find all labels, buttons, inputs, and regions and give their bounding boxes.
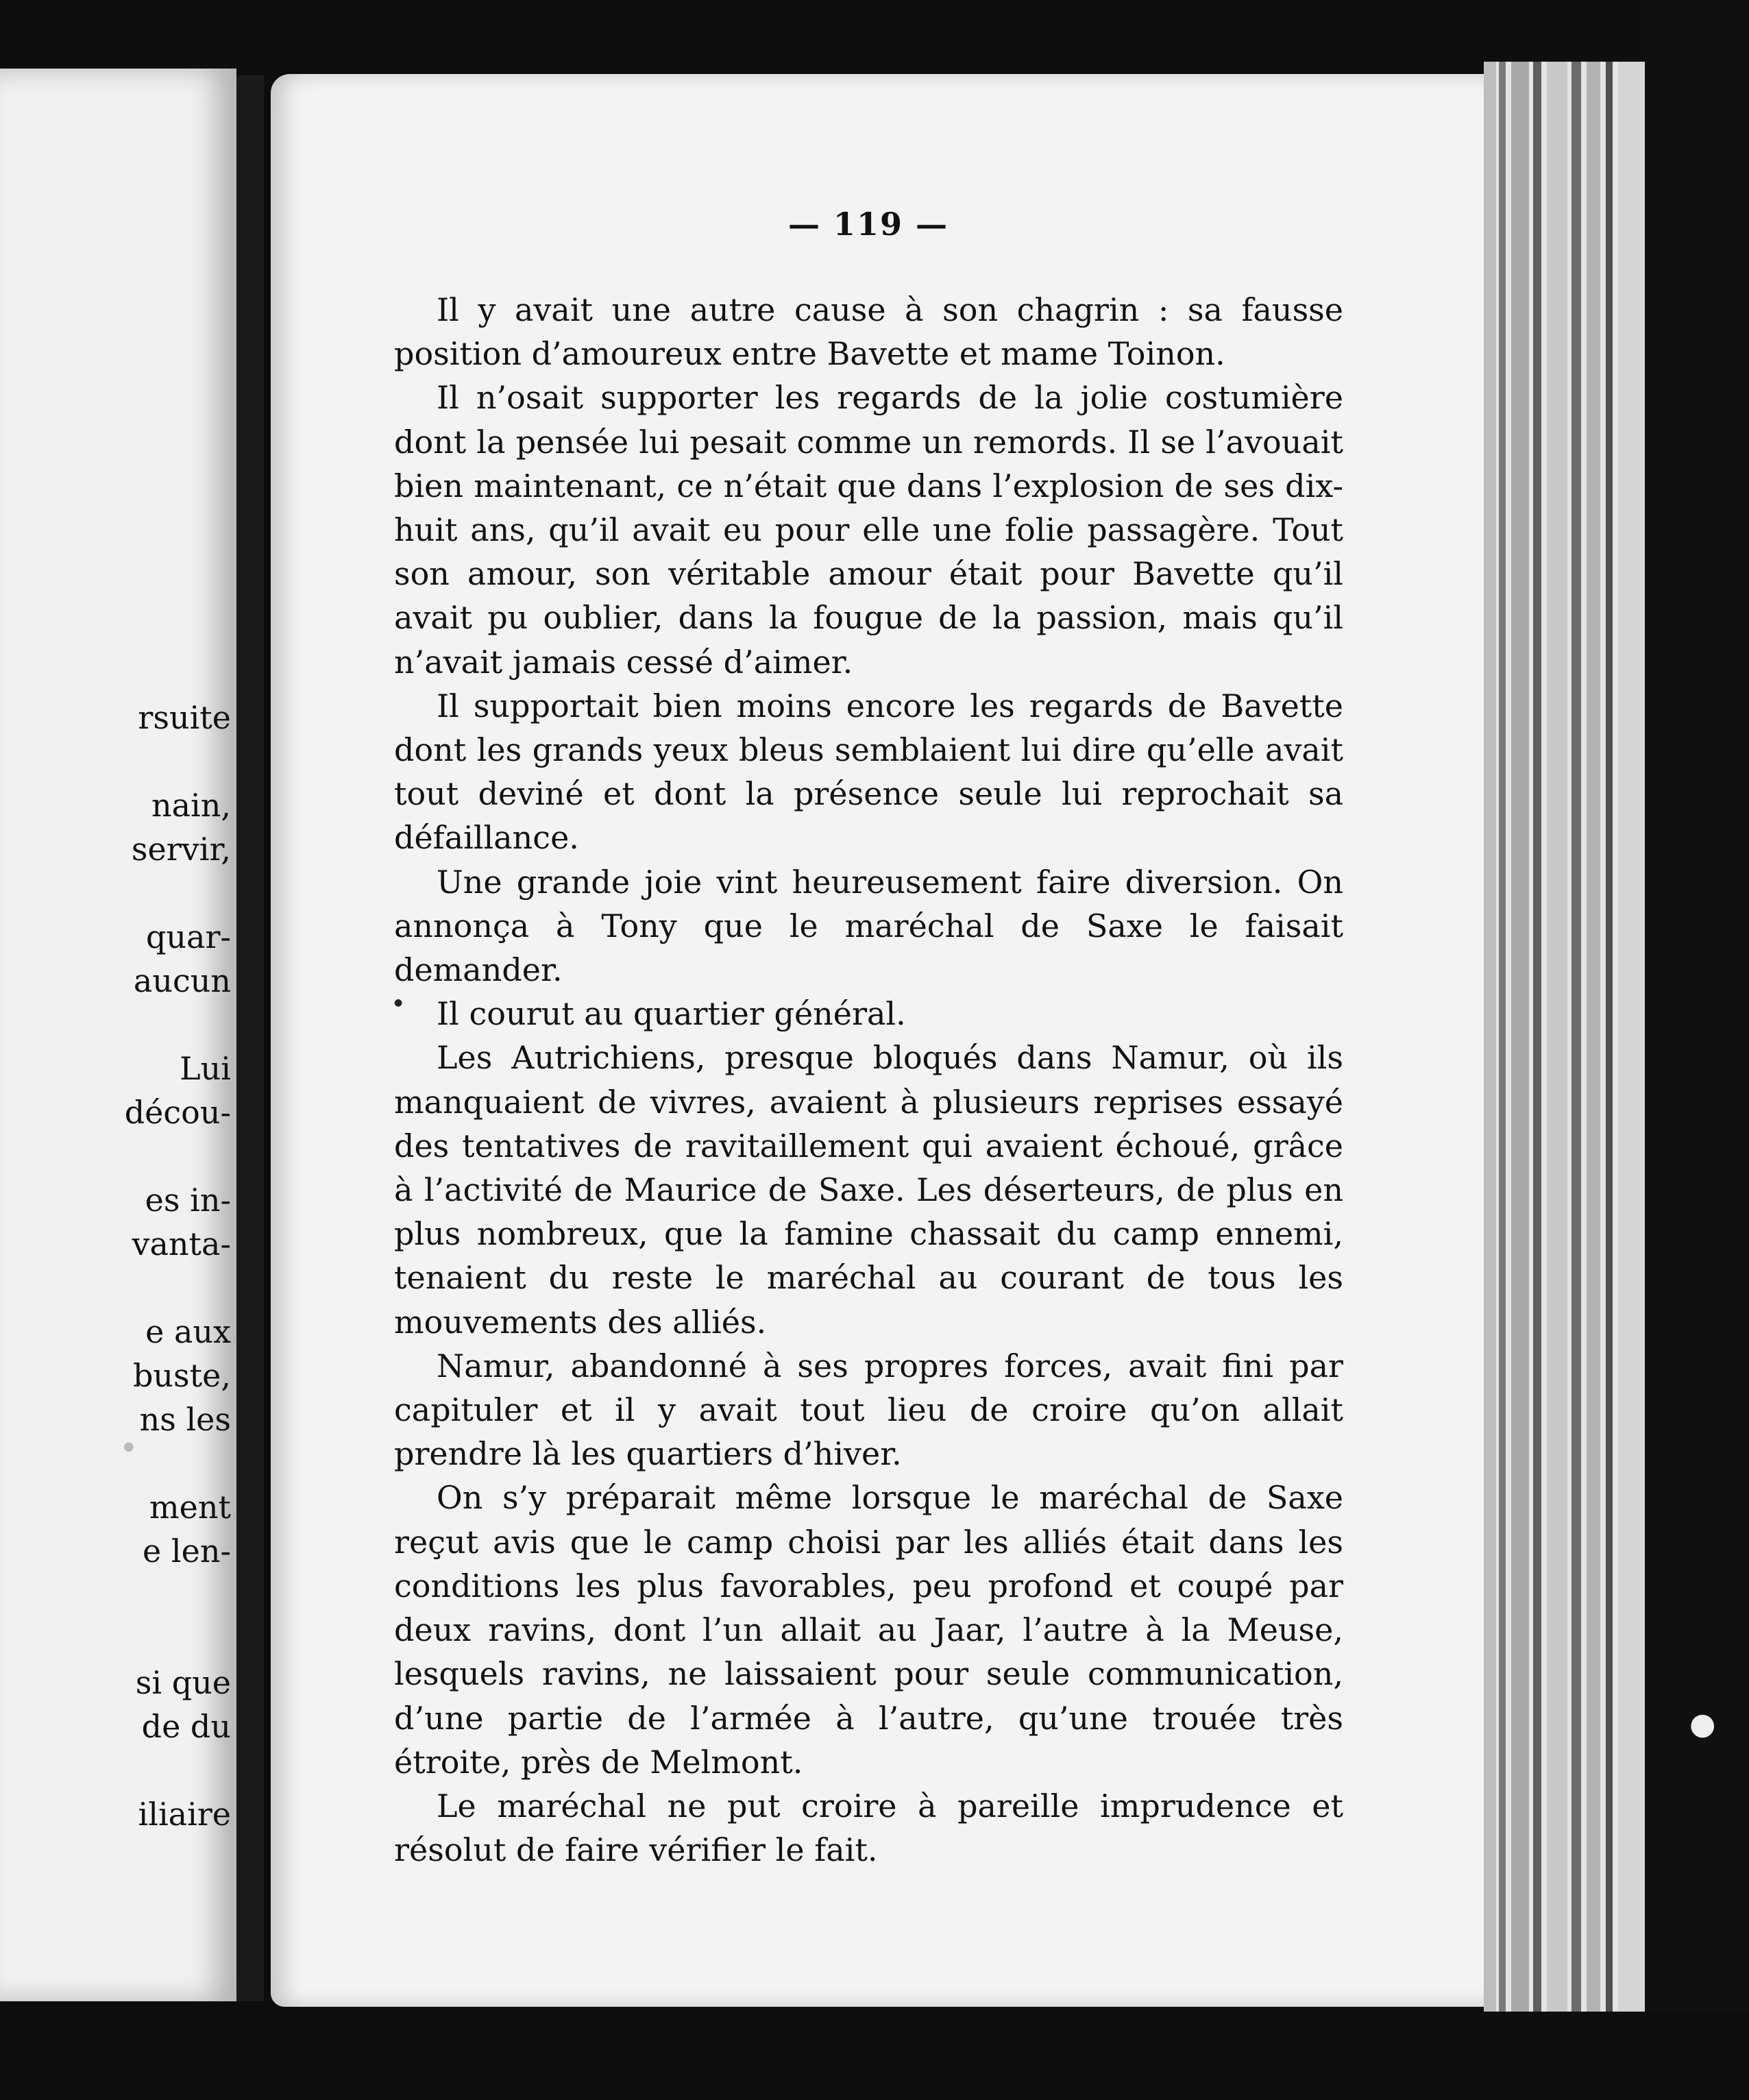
paragraph: Le maréchal ne put croire à pareille imprudence et résolut de faire vérifier le fait. — [394, 1787, 1343, 1869]
left-page-fragment: vanta- — [132, 1225, 231, 1262]
edge-stripe — [1587, 62, 1600, 2015]
scan-bottom-border — [0, 2012, 1749, 2100]
left-page-edge — [0, 69, 236, 2001]
left-page-fragment: si que — [135, 1664, 231, 1701]
edge-stripe — [1571, 62, 1581, 2015]
left-page-fragment: es in- — [145, 1182, 231, 1219]
left-page-fragment: ment — [149, 1489, 231, 1526]
page-number: — 119 — — [788, 206, 949, 243]
paragraph: Une grande joie vint heureusement faire diversion. On annonça à Tony que le maréchal de Saxe le faisait demander. — [394, 863, 1343, 989]
left-page-fragment: de du — [141, 1708, 231, 1745]
left-page-fragment: e len- — [143, 1533, 231, 1570]
scan-top-border — [0, 0, 1749, 69]
left-page-fragment: iliaire — [138, 1796, 231, 1833]
left-page-fragment: buste, — [132, 1357, 231, 1394]
left-page-fragment: rsuite — [138, 699, 231, 736]
paragraph: Il n’osait supporter les regards de la jolie costumière dont la pensée lui pesait comme un remords. Il se l’avouait bien maintenant, ce n’était que dans l’explosion de ses dix-huit ans, qu’il avait eu pour elle une folie passagère. Tout son amour, son véritable amour était pour Bavette qu’il avait pu oublier, dans la fougue de la passion, mais qu’il n’avait jamais cessé d’aimer. — [394, 379, 1343, 681]
left-page-fragment: servir, — [131, 831, 231, 868]
paragraph: Les Autrichiens, presque bloqués dans Namur, où ils manquaient de vivres, avaient à plusieurs reprises essayé des tentatives de ravitaillement qui avaient échoué, grâce à l’activité de Maurice de Saxe. Les déserteurs, de plus en plus nombreux, que la famine chassait du camp ennemi, tenaient du reste le maréchal au courant de tous les mouvements des alliés. — [394, 1039, 1343, 1341]
edge-stripe — [1606, 62, 1613, 2015]
page-body-text — [394, 288, 1343, 1872]
scan-speck: ● — [123, 1439, 134, 1454]
edge-stripe — [1484, 62, 1496, 2015]
scan-speck: ● — [1689, 1707, 1716, 1742]
left-page-fragment: nain, — [151, 787, 231, 824]
left-page-fragment: Lui — [180, 1050, 231, 1087]
page-block-fore-edge — [1484, 62, 1648, 2015]
left-page-fragment: aucun — [133, 962, 231, 999]
book-gutter — [236, 75, 264, 2001]
left-page-fragment: ns les — [139, 1401, 231, 1438]
paragraph: On s’y préparait même lorsque le maréchal de Saxe reçut avis que le camp choisi par les alliés était dans les conditions les plus favorables, peu profond et coupé par deux ravins, dont l’un allait au Jaar, l’autre à la Meuse, lesquels ravins, ne laissaient pour seule communication, d’une partie de l’armée à l’autre, qu’une trouée très étroite, près de Melmont. — [394, 1479, 1343, 1781]
left-page-fragment: quar- — [145, 918, 231, 955]
edge-stripe — [1618, 62, 1646, 2015]
edge-stripe — [1511, 62, 1529, 2015]
edge-stripe — [1533, 62, 1541, 2015]
scan-right-border — [1645, 0, 1749, 2100]
edge-stripe — [1499, 62, 1506, 2015]
scan-speck: ● — [394, 997, 403, 1008]
edge-stripe — [1547, 62, 1567, 2015]
left-page-fragment: décou- — [124, 1094, 231, 1131]
left-page-fragment: e aux — [145, 1313, 231, 1350]
paragraph: Namur, abandonné à ses propres forces, avait fini par capituler et il y avait tout lieu de croire qu’on allait prendre là les quartiers d’hiver. — [394, 1347, 1343, 1473]
paragraph: Il supportait bien moins encore les regards de Bavette dont les grands yeux bleus semblaient lui dire qu’elle avait tout deviné et dont la présence seule lui reprochait sa défaillance. — [394, 687, 1343, 857]
paragraph: Il y avait une autre cause à son chagrin : sa fausse position d’amoureux entre Bavette et mame Toinon. — [394, 291, 1343, 373]
paragraph: Il courut au quartier général. — [437, 995, 906, 1033]
